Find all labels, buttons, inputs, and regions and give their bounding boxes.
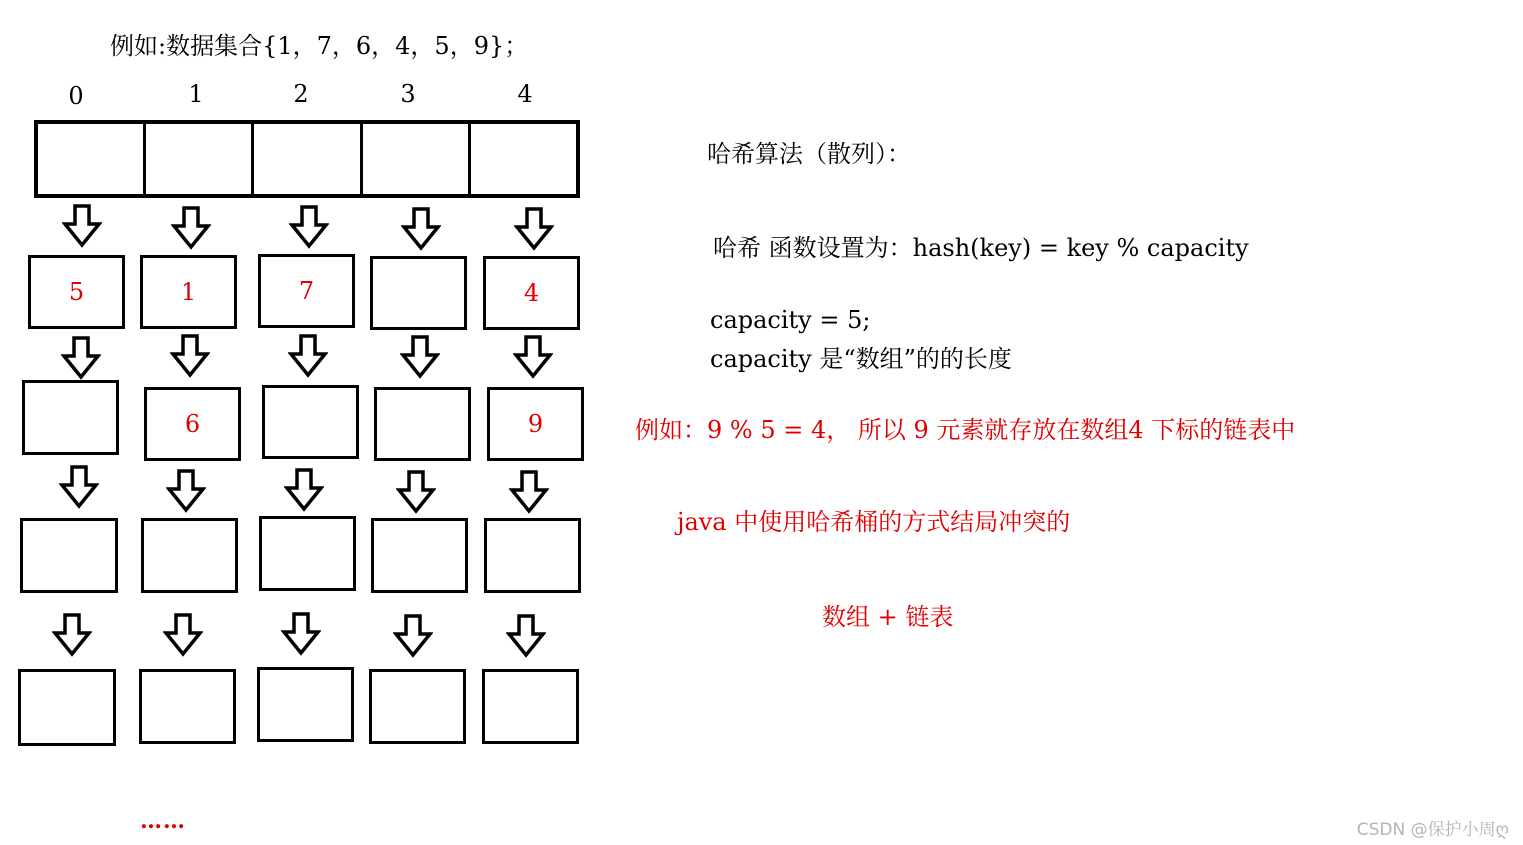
down-arrow-icon (400, 335, 440, 379)
example-title: 例如:数据集合{1，7，6，4，5，9}； (110, 32, 529, 60)
array-cell-2 (254, 124, 362, 194)
list-node-3-2 (371, 518, 468, 593)
list-node-3-1 (374, 387, 471, 461)
down-arrow-icon (514, 207, 554, 251)
down-arrow-icon (506, 614, 546, 658)
structure-summary: 数组 + 链表 (822, 603, 954, 631)
down-arrow-icon (396, 470, 436, 514)
list-node-1-2 (141, 518, 238, 593)
down-arrow-icon (401, 207, 441, 251)
java-bucket-note: java 中使用哈希桶的方式结局冲突的 (677, 508, 1071, 536)
down-arrow-icon (61, 336, 101, 380)
list-node-1-1 (144, 387, 241, 461)
list-node-4-0 (483, 256, 580, 330)
continuation-ellipsis: …… (140, 808, 186, 834)
index-label-0: 0 (68, 82, 84, 110)
hash-function-text: 哈希 函数设置为：hash(key) = key % capacity (713, 234, 1249, 262)
down-arrow-icon (513, 335, 553, 379)
down-arrow-icon (62, 204, 102, 248)
index-label-4: 4 (517, 80, 533, 108)
list-node-0-3 (18, 669, 116, 746)
node-value: 9 (527, 410, 544, 438)
index-label-3: 3 (400, 80, 416, 108)
down-arrow-icon (288, 334, 328, 378)
list-node-3-0 (370, 256, 467, 330)
index-label-1: 1 (188, 80, 204, 108)
down-arrow-icon (171, 206, 211, 250)
list-node-4-3 (482, 669, 579, 744)
node-value: 6 (184, 410, 201, 438)
down-arrow-icon (509, 470, 549, 514)
list-node-2-0 (258, 254, 355, 328)
hash-array (34, 120, 580, 198)
capacity-description-text: capacity 是“数组”的的长度 (710, 345, 1012, 373)
down-arrow-icon (281, 612, 321, 656)
down-arrow-icon (52, 613, 92, 657)
down-arrow-icon (289, 205, 329, 249)
node-value: 5 (68, 278, 85, 306)
example-explanation: 例如：9 % 5 = 4， 所以 9 元素就存放在数组4 下标的链表中 (635, 416, 1296, 444)
down-arrow-icon (284, 468, 324, 512)
list-node-1-3 (139, 669, 236, 744)
hash-algorithm-title: 哈希算法（散列）： (707, 140, 911, 168)
array-cell-0 (38, 124, 146, 194)
list-node-3-3 (369, 669, 466, 744)
capacity-value-text: capacity = 5; (710, 306, 871, 334)
down-arrow-icon (170, 334, 210, 378)
down-arrow-icon (393, 614, 433, 658)
list-node-1-0 (140, 255, 237, 329)
down-arrow-icon (163, 613, 203, 657)
list-node-2-1 (262, 385, 359, 459)
list-node-0-1 (22, 380, 119, 455)
down-arrow-icon (166, 469, 206, 513)
node-value: 7 (298, 277, 315, 305)
list-node-2-2 (259, 516, 356, 591)
list-node-0-0 (28, 255, 125, 329)
list-node-0-2 (20, 518, 118, 593)
array-cell-3 (363, 124, 471, 194)
list-node-4-2 (484, 518, 581, 593)
index-label-2: 2 (293, 80, 309, 108)
csdn-watermark: CSDN @保护小周ღ (1356, 820, 1509, 840)
list-node-2-3 (257, 667, 354, 742)
node-value: 1 (180, 278, 197, 306)
down-arrow-icon (59, 465, 99, 509)
list-node-4-1 (487, 387, 584, 461)
array-cell-1 (146, 124, 254, 194)
array-cell-4 (471, 124, 576, 194)
node-value: 4 (523, 279, 540, 307)
